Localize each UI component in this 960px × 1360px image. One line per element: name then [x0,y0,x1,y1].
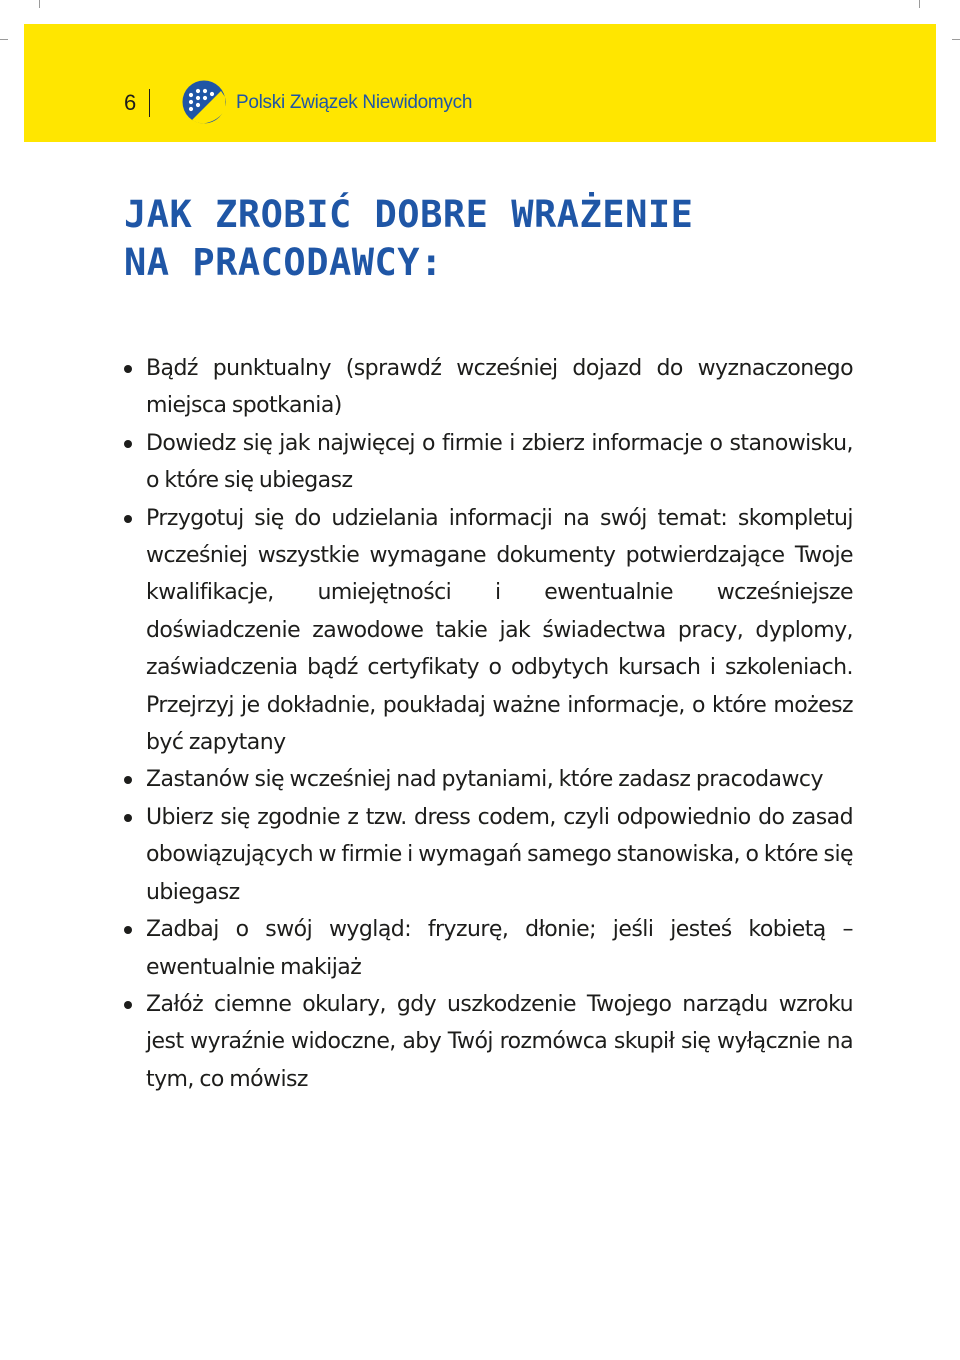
page-title [124,191,693,287]
header-band [24,24,936,142]
title-line: JAK ZROBIĆ DOBRE WRAŻENIE [124,193,694,236]
list-item: Zastanów się wcześniej nad pytaniami, które zadasz pracodawcy [146,761,853,798]
title-line: NA PRACODAWCY: [124,241,443,284]
list-item: Bądź punktualny (sprawdź wcześniej dojazd do wyznaczonego miejsca spotkania) [146,350,853,425]
brand-name: Polski Związek Niewidomych [236,92,473,113]
tips-list [146,350,853,1098]
page-number-divider [149,89,150,117]
list-item: Dowiedz się jak najwięcej o firmie i zbierz informacje o stanowisku, o które się ubiegasz [146,425,853,500]
list-item: Ubierz się zgodnie z tzw. dress codem, czyli odpowiednio do zasad obowiązujących w firmie i wymagań samego stanowiska, o które się ubiegasz [146,799,853,911]
list-item: Zadbaj o swój wygląd: fryzurę, dłonie; jeśli jesteś kobietą – ewentualnie makijaż [146,911,853,986]
pzn-logo-icon [182,80,226,124]
crop-mark [919,0,920,8]
crop-mark [0,39,8,40]
list-item: Przygotuj się do udzielania informacji na swój temat: skompletuj wcześniej wszystkie wymagane dokumenty potwierdzające Twoje kwalifikacje, umiejętności i ewentualnie wcześniejsze doświadczenie zawodowe takie jak świadectwa pracy, dyplomy, zaświadczenia bądź certyfikaty o odbytych kursach i szkoleniach. Przejrzyj je dokładnie, poukładaj ważne informacje, o które możesz być zapytany [146,500,853,762]
list-item: Załóż ciemne okulary, gdy uszkodzenie Twojego narządu wzroku jest wyraźnie widoczne, aby Twój rozmówca skupił się wyłącznie na tym, co mówisz [146,986,853,1098]
page-number: 6 [124,90,137,115]
crop-mark [952,39,960,40]
crop-mark [39,0,40,8]
